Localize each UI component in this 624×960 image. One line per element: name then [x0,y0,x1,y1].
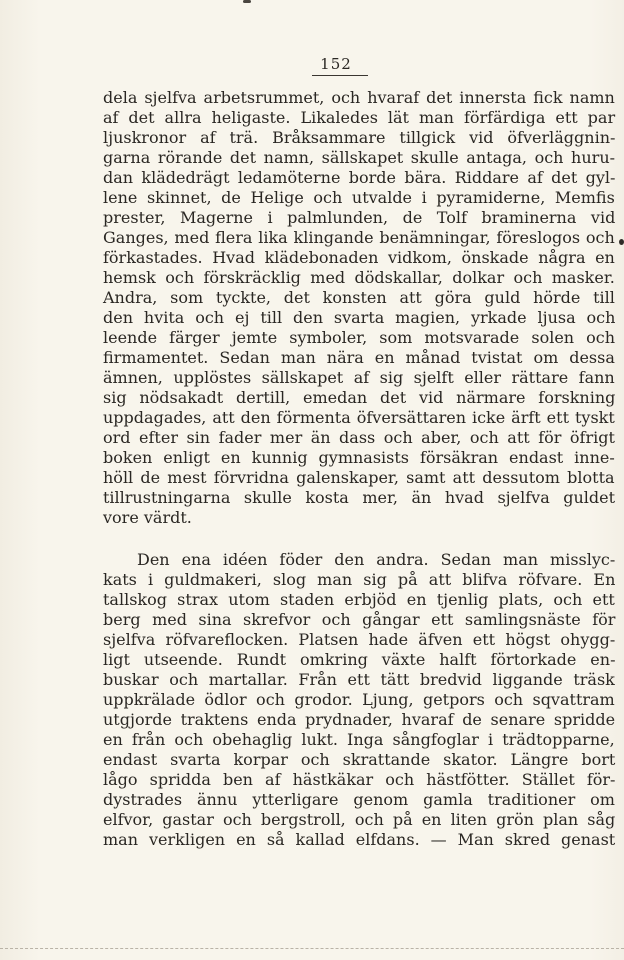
text-line: tallskog strax utom staden erbjöd en tjenlig plats, och ett [103,590,615,609]
text-line: Andra, som tyckte, det konsten att göra guld hörde till [103,288,615,307]
text-line: endast svarta korpar och skrattande skator. Längre bort [103,750,616,769]
text-line: dela sjelfva arbetsrummet, och hvaraf det innersta fick namn [103,88,615,107]
text-line: ligt utseende. Rundt omkring växte halft förtorkade en- [103,650,616,669]
page-bottom-edge [0,948,624,950]
text-line: dan klädedrägt ledamöterne borde bära. Riddare af det gyl- [103,168,616,187]
text-line: lene skinnet, de Helige och utvalde i pyramiderne, Memfis [103,188,615,207]
text-line: leende färger jemte symboler, som motsvarade solen och [103,328,616,347]
text-line: Ganges, med flera lika klingande benämningar, föreslogos och [103,228,615,247]
ink-mark [243,0,251,3]
text-line: kats i guldmakeri, slog man sig på att blifva röfvare. En [103,570,616,589]
header-rule [312,75,368,76]
text-line: Den ena idéen föder den andra. Sedan man misslyc- [137,550,616,569]
page-number: 152 [320,55,352,73]
text-line: hemsk och förskräcklig med dödskallar, dolkar och masker. [103,268,615,287]
text-line: berg med sina skrefvor och gångar ett samlingsnäste för [103,610,616,629]
text-line: ämnen, upplöstes sällskapet af sig sjelft eller rättare fann [103,368,615,387]
text-line: garna rörande det namn, sällskapet skulle antaga, och huru- [103,148,616,167]
text-line: sig nödsakadt dertill, emedan det vid närmare forskning [103,388,616,407]
text-line: höll de mest förvridna galenskaper, samt att dessutom blotta [103,468,615,487]
text-line: den hvita och ej till den svarta magien, yrkade ljusa och [103,308,616,327]
text-line: tillrustningarna skulle kosta mer, än hvad sjelfva guldet [103,488,616,507]
text-line: vore värdt. [103,508,192,527]
text-line: ljuskronor af trä. Bråksammare tillgick vid öfverläggnin- [103,128,616,147]
text-line: firmamentet. Sedan man nära en månad tvistat om dessa [103,348,615,367]
text-line: utgjorde traktens enda prydnader, hvaraf de senare spridde [103,710,616,729]
text-line: buskar och martallar. Från ett tätt bredvid liggande träsk [103,670,615,689]
text-line: dystrades ännu ytterligare genom gamla traditioner om [103,790,615,809]
text-line: uppkrälade ödlor och grodor. Ljung, getpors och sqvattram [103,690,615,709]
text-line: uppdagades, att den förmenta öfversättaren icke ärft ett tyskt [103,408,615,427]
text-line: elfvor, gastar och bergstroll, och på en liten grön plan såg [103,810,616,829]
text-line: lågo spridda ben af hästkäkar och hästfötter. Stället för- [103,770,616,789]
text-line: ord efter sin fader mer än dass och aber, och att för öfrigt [103,428,615,447]
text-line: boken enligt en kunnig gymnasists försäkran endast inne- [103,448,615,467]
text-line: förkastades. Hvad klädebonaden vidkom, önskade några en [103,248,615,267]
text-line: en från och obehaglig lukt. Inga sångfoglar i trädtopparne, [103,730,615,749]
text-line: sjelfva röfvareflocken. Platsen hade äfven ett högst ohygg- [103,630,616,649]
text-line: man verkligen en så kallad elfdans. — Man skred genast [103,830,616,849]
text-line: prester, Magerne i palmlunden, de Tolf braminerna vid [103,208,616,227]
margin-ink-dot [619,239,624,245]
text-line: af det allra heligaste. Likaledes lät man förfärdiga ett par [103,108,616,127]
